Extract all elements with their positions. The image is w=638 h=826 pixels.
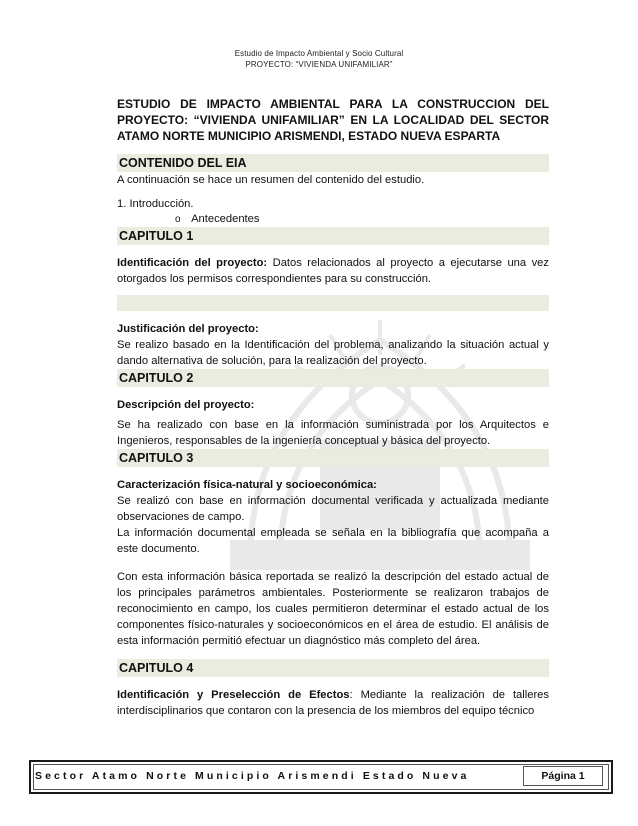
footer-text: Sector Atamo Norte Municipio Arismendi Estado Nueva	[35, 770, 470, 782]
cap3-text-1: Se realizó con base en información documental verificada y actualizada mediante observaciones de campo.	[117, 495, 549, 523]
document-body	[117, 96, 549, 719]
cap3-label: Caracterización física-natural y socioeconómica:	[117, 479, 377, 491]
title-line-1: ESTUDIO DE IMPACTO AMBIENTAL PARA LA CONSTRUCCION DEL	[117, 97, 549, 111]
bullet-item	[117, 212, 549, 227]
page-footer	[29, 760, 613, 794]
title-line-2: PROYECTO: “VIVIENDA UNIFAMILIAR” EN LA LOCALIDAD DEL SECTOR	[117, 113, 549, 127]
header-line-2: PROYECTO: “VIVIENDA UNIFAMILIAR”	[245, 60, 393, 69]
cap4-label: Identificación y Preselección de Efectos	[117, 689, 350, 701]
cap1-paragraph-1	[117, 255, 549, 287]
contenido-intro: A continuación se hace un resumen del contenido del estudio.	[117, 174, 425, 186]
capitulo-3-heading: CAPITULO 3	[117, 449, 549, 467]
contenido-item-1: 1. Introducción.	[117, 198, 194, 210]
cap3-text-2: La información documental empleada se señala en la bibliografía que acompaña a este documento.	[117, 527, 549, 555]
empty-band	[117, 295, 549, 311]
cap2-text: Se ha realizado con base en la información suministrada por los Arquitectos e Ingenieros, responsables de la ingeniería conceptual y básica del proyecto.	[117, 419, 549, 447]
cap1-text-1: Datos relacionados al proyecto a ejecutarse una vez otorgados los permisos correspondientes para su construcción.	[117, 257, 549, 285]
contenido-heading: CONTENIDO DEL EIA	[117, 154, 549, 172]
page-number: Página 1	[523, 766, 603, 786]
cap4-text: : Mediante la realización de talleres interdisciplinarios que contaron con la presencia de los miembros del equipo técnico	[117, 689, 550, 717]
capitulo-1-heading: CAPITULO 1	[117, 227, 549, 245]
document-title	[117, 96, 549, 144]
cap1-label-1: Identificación del proyecto:	[117, 257, 268, 269]
bullet-marker: o	[175, 214, 181, 225]
cap2-label: Descripción del proyecto:	[117, 399, 255, 411]
header-line-1: Estudio de Impacto Ambiental y Socio Cultural	[234, 49, 404, 58]
cap3-text-3: Con esta información básica reportada se realizó la descripción del estado actual de los principales parámetros ambientales. Posteriormente se realizaron trabajos de reconocimiento en campo, los cuales permitieron determinar el estado actual de los componentes físico-naturales y socioeconómicos en el área de estudio. El análisis de esta información permitió efectuar un diagnóstico más completo del área.	[117, 571, 549, 647]
cap1-label-2: Justificación del proyecto:	[117, 323, 259, 335]
cap4-paragraph	[117, 687, 549, 719]
bullet-text: Antecedentes	[191, 213, 260, 225]
title-line-3: ATAMO NORTE MUNICIPIO ARISMENDI, ESTADO NUEVA ESPARTA	[117, 129, 501, 143]
page-header	[0, 48, 638, 70]
cap1-text-2: Se realizo basado en la Identificación del problema, analizando la situación actual y dando alternativa de solución, para la realización del proyecto.	[117, 339, 549, 367]
capitulo-4-heading: CAPITULO 4	[117, 659, 549, 677]
capitulo-2-heading: CAPITULO 2	[117, 369, 549, 387]
